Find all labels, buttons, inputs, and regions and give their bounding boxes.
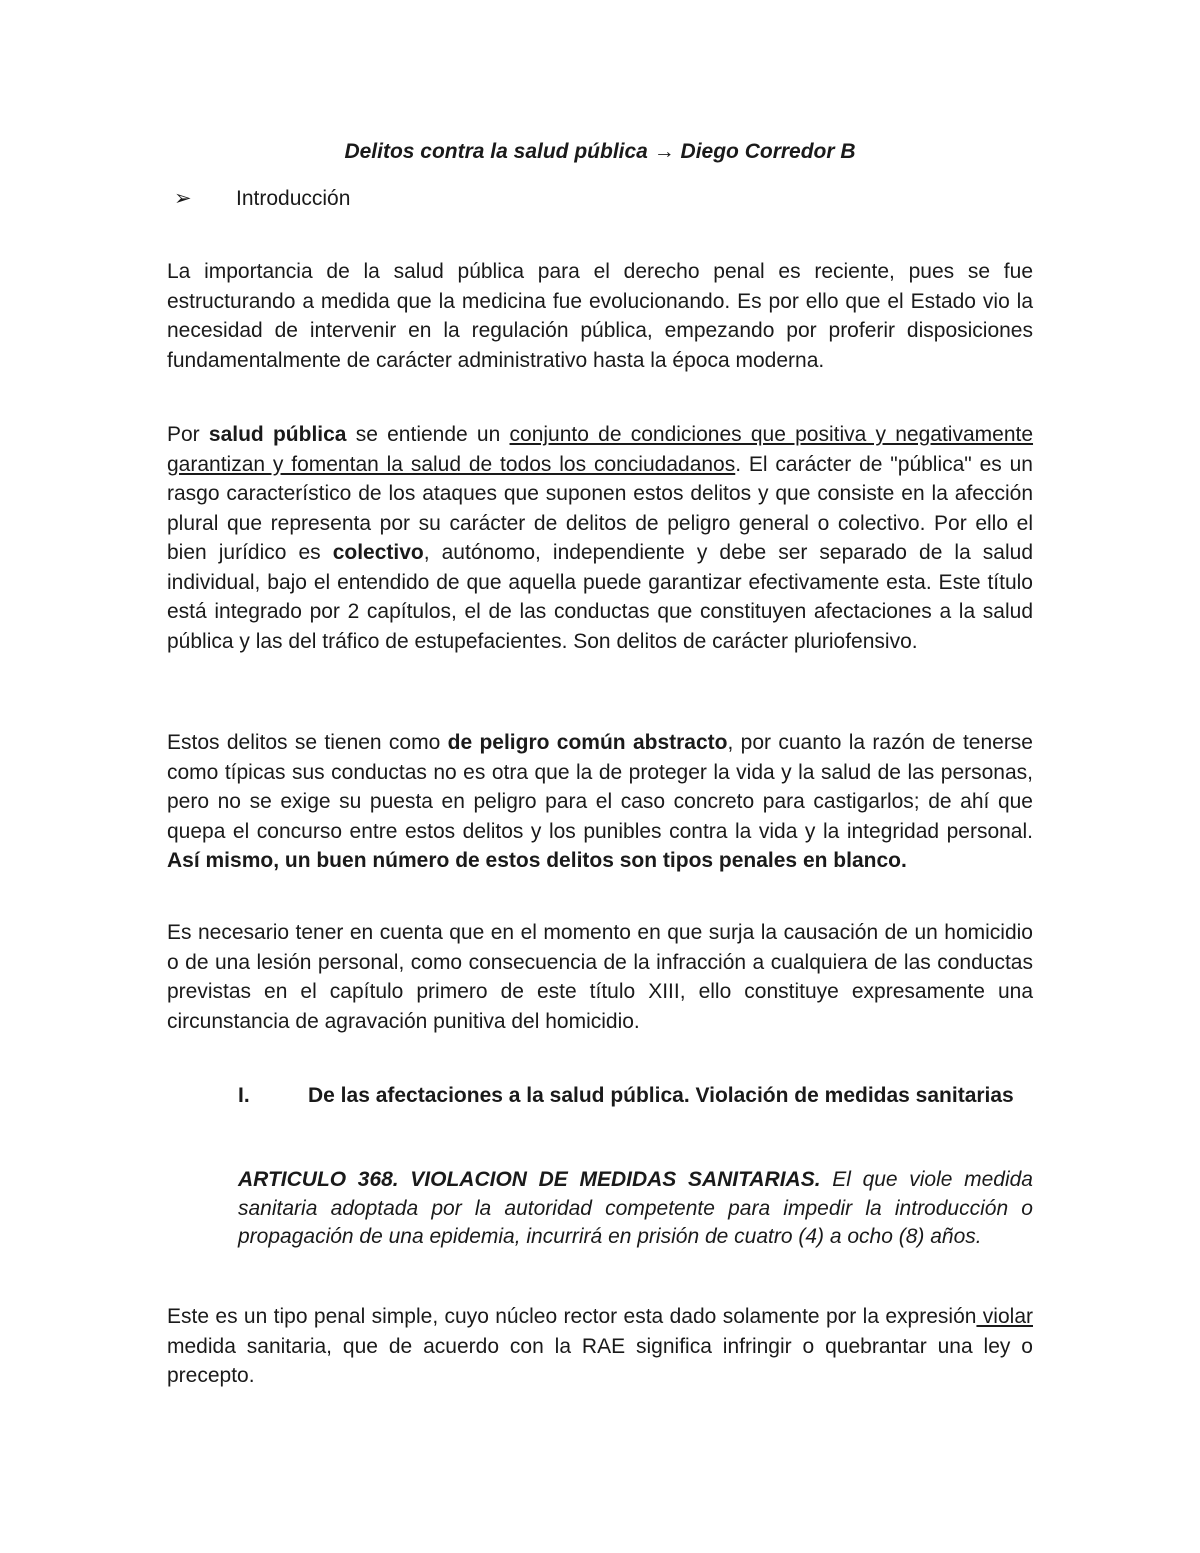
intro-bullet [174, 186, 350, 211]
p5-text-a: Este es un tipo penal simple, cuyo núcleo rector esta dado solamente por la expresión [167, 1305, 977, 1328]
p2-text-a: Por [167, 423, 209, 446]
document-title [0, 140, 1200, 164]
bullet-arrow-icon: ➢ [174, 187, 192, 210]
p2-bold-colectivo: colectivo [332, 541, 424, 564]
section-heading [238, 1081, 1033, 1111]
article-368 [238, 1166, 1033, 1252]
section-number: I. [238, 1084, 250, 1107]
p2-text-g: , autónomo, independiente y debe ser separado de la salud individual, bajo el entendido de que aquella puede garantizar efectivamente esta. Este título está integrado por 2 capítulos, el de las conductas que constituyen afectaciones a la salud pública y las del tráfico de estupefacientes. Son delitos de carácter pluriofensivo. [167, 541, 1033, 653]
p2-text-c: se entiende un [346, 423, 510, 446]
p5-underlined-term: violar [976, 1305, 1033, 1328]
paragraph-4: Es necesario tener en cuenta que en el momento en que surja la causación de un homicidio o de una lesión personal, como consecuencia de la infracción a cualquiera de las conductas previstas en el capítulo primero de este título XIII, ello constituye expresamente una circunstancia de agravación punitiva del homicidio. [167, 921, 1033, 1033]
p2-underlined-definition: conjunto de condiciones que positiva y negativamente garantizan y fomentan la salud de todos los conciudadanos [167, 423, 1034, 476]
p3-text-c: , por cuanto la razón de tenerse como típicas sus conductas no es otra que la de proteger la vida y la salud de las personas, pero no se exige su puesta en peligro para el caso concreto para castigarlos; de ahí que quepa el concurso entre estos delitos y los punibles contra la vida y la integridad personal. [167, 731, 1033, 843]
p5-text-c: medida sanitaria, que de acuerdo con la RAE significa infringir o quebrantar una ley o precepto. [167, 1334, 1033, 1387]
paragraph-5 [167, 1302, 1033, 1391]
section-heading-text: De las afectaciones a la salud pública. Violación de medidas sanitarias [308, 1084, 1014, 1107]
paragraph-1: La importancia de la salud pública para el derecho penal es reciente, pues se fue estructurando a medida que la medicina fue evolucionando. Es por ello que el Estado vio la necesidad de intervenir en la regulación pública, empezando por proferir disposiciones fundamentalmente de carácter administrativo hasta la época moderna. [167, 260, 1033, 372]
p2-text-e: . El carácter de "pública" es un rasgo característico de los ataques que suponen estos delitos y que consiste en la afección plural que representa por su carácter de delitos de peligro general o colectivo. Por ello el bien jurídico es [167, 452, 1033, 564]
p3-bold-term: de peligro común abstracto [447, 731, 728, 754]
article-label: ARTICULO 368. VIOLACION DE MEDIDAS SANITARIAS. [238, 1168, 821, 1191]
article-body: El que viole medida sanitaria adoptada por la autoridad competente para impedir la introducción o propagación de una epidemia, incurrirá en prisión de cuatro (4) a ocho (8) años. [238, 1168, 1033, 1248]
title-main: Delitos contra la salud pública [344, 140, 648, 163]
bullet-text: Introducción [236, 187, 351, 210]
arrow-icon: → [653, 140, 675, 163]
paragraph-2 [167, 420, 1033, 656]
title-author: Diego Corredor B [680, 140, 856, 163]
p2-bold-term: salud pública [208, 423, 347, 446]
paragraph-3 [167, 728, 1033, 876]
p3-bold-conclusion: Así mismo, un buen número de estos delitos son tipos penales en blanco. [167, 849, 907, 872]
p3-text-a: Estos delitos se tienen como [167, 731, 448, 754]
